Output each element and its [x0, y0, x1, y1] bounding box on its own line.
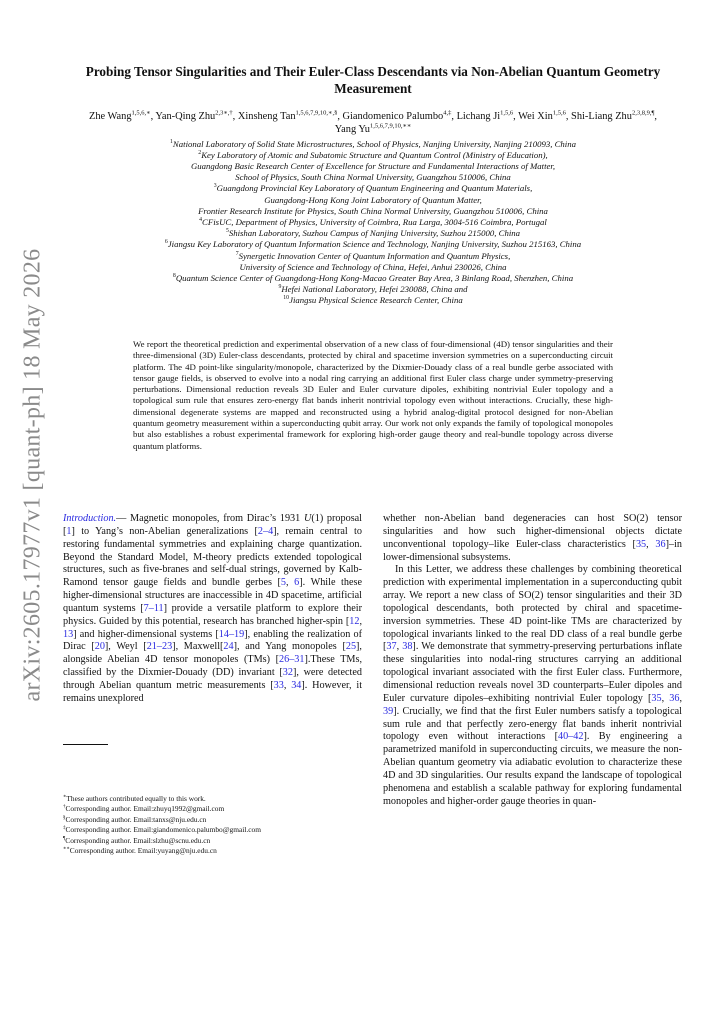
- footnote-rule: [63, 744, 108, 745]
- affiliation-number: 7: [235, 250, 239, 257]
- footnote-marker: ∗: [63, 794, 67, 800]
- body-text: ,: [359, 615, 362, 627]
- body-column-right: [383, 513, 682, 808]
- citation-link[interactable]: 12: [349, 615, 360, 627]
- body-text: (1) proposal [: [63, 513, 363, 537]
- affiliation-number: 2: [198, 149, 202, 156]
- body-text: ], Weyl [: [104, 641, 147, 653]
- footnote-text: Corresponding author. Email:yuyang@nju.edu.cn: [69, 846, 217, 856]
- body-text: ]–in lower-dimensional subsystems.: [383, 538, 683, 563]
- citation-link[interactable]: 14–19: [218, 628, 245, 640]
- math-symbol: U: [303, 513, 312, 524]
- citation-link[interactable]: 1: [66, 525, 72, 537]
- citation-link[interactable]: 2–4: [257, 525, 274, 537]
- body-text: ]. We demonstrate that symmetry-preserving perturbations inflate these singularities into nodal-ring structures carrying an additional topological invariant associated with the first Euler class. Furthermore, dimensional reduction reveals novel 3D counterparts–Euler dipoles and Euler curvature dipoles–exhibiting nontrivial Euler topology [: [383, 641, 682, 704]
- affiliation-text: Key Laboratory of Atomic and Subatomic Structure and Quantum Control (Ministry of Education),: [201, 149, 548, 160]
- affiliation-line: [80, 139, 666, 150]
- footnote-item: [63, 815, 362, 825]
- citation-link[interactable]: 20: [94, 641, 105, 653]
- author-affiliation-marker: 1,5,6,7,9,10,∗∗: [369, 122, 412, 130]
- footnote-text: Corresponding author. Email:zhuyq1992@gmail.com: [65, 804, 225, 814]
- citation-link[interactable]: 33: [273, 679, 284, 691]
- author-name: Shi-Liang Zhu: [571, 111, 632, 122]
- citation-link[interactable]: 26–31: [279, 654, 305, 666]
- affiliation-line: [80, 295, 666, 306]
- citation-link[interactable]: 38: [402, 641, 413, 653]
- affiliation-text: CFisUC, Department of Physics, University of Coimbra, Rua Larga, 3004-516 Coimbra, Portugal: [202, 216, 547, 227]
- footnote-item: [63, 794, 362, 804]
- affiliation-line: [80, 273, 666, 284]
- affiliation-number: 3: [213, 183, 217, 190]
- affiliation-line: [80, 150, 666, 161]
- affiliation-text: Frontier Research Institute for Physics, South China Normal University, Guangzhou 510006, China: [198, 205, 548, 216]
- footnote-text: Corresponding author. Email:giandomenico.palumbo@gmail.com: [65, 825, 261, 835]
- affiliation-number: 5: [225, 228, 229, 235]
- footnote-marker: †: [63, 804, 66, 810]
- affiliation-line: [80, 183, 666, 194]
- footnote-item: [63, 846, 362, 856]
- footnote-text: Corresponding author. Email:tanxs@nju.edu.cn: [65, 814, 207, 824]
- affiliation-line: [80, 172, 666, 183]
- arxiv-id-text: arXiv:2605.17977v1 [quant-ph] 18 May 2026: [19, 248, 46, 702]
- author-affiliation-marker: 2,3∗,†: [215, 109, 233, 117]
- affiliation-line: [80, 228, 666, 239]
- affiliation-text: Jiangsu Physical Science Research Center, China: [289, 295, 463, 306]
- body-text: ], Maxwell[: [172, 641, 224, 653]
- footnote-item: [63, 836, 362, 846]
- affiliation-text: University of Science and Technology of China, Hefei, Anhui 230026, China: [239, 261, 507, 272]
- footnote-marker: §: [63, 815, 66, 821]
- affiliation-number: 6: [164, 239, 168, 246]
- body-text: ,: [679, 692, 682, 704]
- author-affiliation-marker: 2,3,8,9,¶: [631, 109, 655, 117]
- body-text: ,: [286, 577, 295, 589]
- author-name: Zhe Wang: [88, 111, 132, 122]
- body-text: ]. However, it remains unexplored: [63, 679, 363, 704]
- body-text: ]. By engineering a parametrized manifold in superconducting circuits, we measure the non-Abelian quantum geometry via adiabatic evolution to characterize these 4D and 3D singularities. Our results expand the landscape of topological phenomena and establish a scalable pathway for exploring fundamental monopoles and higher-order gauge theories in quan-: [383, 731, 682, 807]
- affiliation-text: Shishan Laboratory, Suzhou Campus of Nanjing University, Suzhou 215000, China: [228, 228, 521, 239]
- citation-link[interactable]: 13: [63, 628, 74, 640]
- footnote-marker: ¶: [63, 836, 66, 842]
- paper-title: Probing Tensor Singularities and Their Euler-Class Descendants via Non-Abelian Quantum Geometry Measurement: [85, 64, 661, 96]
- intro-dash: —: [116, 513, 131, 524]
- footnote-marker: ‡: [63, 825, 66, 831]
- intro-paragraph: [63, 513, 362, 706]
- author-name: Yan-Qing Zhu: [155, 111, 216, 122]
- affiliation-text: Guangdong Basic Research Center of Excellence for Structure and Fundamental Interactions of Matter,: [190, 160, 556, 171]
- citation-link[interactable]: 25: [345, 641, 357, 653]
- body-text: ] and higher-dimensional systems [: [73, 628, 219, 640]
- author-affiliation-marker: 1,5,6,7,9,10,∗,§: [295, 109, 338, 117]
- body-column-left: [63, 513, 362, 706]
- citation-link[interactable]: 40–42: [557, 731, 584, 743]
- affiliation-text: Guangdong Provincial Key Laboratory of Quantum Engineering and Quantum Materials,: [216, 183, 533, 194]
- affiliation-text: Guangdong-Hong Kong Joint Laboratory of Quantum Matter,: [264, 194, 482, 205]
- affiliation-line: [80, 251, 666, 262]
- body-text: ,: [661, 692, 670, 704]
- body-text: ], were detected through Abelian quantum metric measurements [: [63, 667, 362, 691]
- citation-link[interactable]: 24: [223, 641, 234, 653]
- citation-link[interactable]: 35: [651, 692, 662, 704]
- citation-link[interactable]: 39: [383, 705, 394, 717]
- citation-link[interactable]: 34: [291, 679, 302, 691]
- footnote-marker: ∗∗: [63, 846, 70, 852]
- affiliation-number: 4: [199, 217, 203, 224]
- body-paragraph-letter: [383, 564, 682, 808]
- affiliation-list: [80, 139, 666, 307]
- affiliation-line: [80, 217, 666, 228]
- body-text: ,: [283, 679, 292, 691]
- body-text: Magnetic monopoles, from Dirac’s 1931: [130, 513, 304, 524]
- body-text: ], remain central to restoring fundamental symmetries and explaining charge quantization. Beyond the Standard Model, M-theory predicts extended topological structures, such as five-branes and self-dual strings, governed by Kalb-Ramond tensor gauge fields and bundle gerbes [: [63, 525, 362, 589]
- affiliation-line: [80, 284, 666, 295]
- body-text: whether non-Abelian band degeneracies can host SO(2) tensor singularities and how such higher-dimensional objects dictate unconventional topology–like Euler-class characteristics [: [383, 513, 682, 550]
- author-name: Lichang Ji: [456, 111, 501, 122]
- affiliation-number: 8: [172, 273, 176, 280]
- citation-link[interactable]: 7–11: [143, 602, 164, 614]
- citation-link[interactable]: 21–23: [146, 641, 173, 653]
- body-text: ]. While these higher-dimensional structures are inaccessible in 4D spacetime, artificial quantum systems [: [63, 577, 362, 614]
- author-affiliation-marker: 4,‡: [443, 109, 452, 117]
- footnote-item: [63, 804, 362, 814]
- author-affiliation-marker: 1,5,6: [500, 109, 514, 117]
- citation-link[interactable]: 37: [386, 641, 397, 653]
- body-text: In this Letter, we address these challenges by combining theoretical prediction with experimental implementation in a superconducting qubit array. We report a new class of SO(2) tensor singularities and their 3D topological descendants, both protected by chiral and spacetime-inversion symmetries. These 4D point-like TMs are characterized by topological invariants linked to the real DD class of a real bundle gerbe [: [383, 564, 682, 653]
- intro-label: Introduction.: [63, 513, 117, 524]
- affiliation-number: 1: [170, 138, 173, 145]
- body-text: ], and Yang monopoles [: [233, 641, 346, 653]
- author-affiliation-marker: 1,5,6,∗: [131, 109, 151, 117]
- body-text: ,: [396, 641, 403, 653]
- author-name: Wei Xin: [518, 111, 553, 122]
- author-name: Yang Yu: [334, 124, 370, 136]
- body-text: ]. Crucially, we find that the first Euler numbers satisfy a topological sum rule and that perfectly zero-energy flat bands inherit nontrivial topology even without interactions [: [383, 705, 682, 743]
- body-paragraph-continued: [383, 513, 682, 564]
- body-text: ], alongside Abelian 4D tensor monopoles (TMs) [: [63, 641, 362, 666]
- author-name: Xinsheng Tan: [237, 111, 296, 122]
- citation-link[interactable]: 36: [655, 538, 666, 550]
- body-text: ] to Yang’s non-Abelian generalizations [: [71, 525, 258, 537]
- arxiv-identifier-stamp: [14, 225, 52, 725]
- affiliation-text: National Laboratory of Solid State Microstructures, School of Physics, Nanjing University, Nanjing 210093, China: [172, 138, 576, 149]
- citation-link[interactable]: 5: [280, 577, 286, 589]
- citation-link[interactable]: 32: [282, 667, 293, 679]
- body-text: ,: [646, 538, 656, 550]
- affiliation-text: Synergetic Innovation Center of Quantum Information and Quantum Physics,: [238, 250, 511, 261]
- citation-link[interactable]: 6: [294, 577, 300, 589]
- author-list: Zhe Wang$^{1,5,6,∗}$, Yan-Qing Zhu$^{2,3∗,\dagger}$, Xinsheng Tan$^{1,5,6,7,9,10,∗,\S}$, Giandomenico Palumbo$^{4,\ddagger}$, Lichang Ji$^{1,5,6}$, Wei Xin$^{1,5,6}$, Shi-Liang Zhu$^{2,3,8,9,\P}$, Yang $Yu^{1,5,6,7,9,10,∗∗}$: [88, 109, 658, 136]
- body-text: ] provide a versatile platform to explore their physics. Guided by this potential, research has branched higher-spin [: [63, 602, 362, 627]
- affiliation-text: Hefei National Laboratory, Hefei 230088, China and: [281, 284, 468, 295]
- abstract: We report the theoretical prediction and experimental observation of a new class of four-dimensional (4D) tensor singularities and their three-dimensional (3D) Euler-class descendants, protected by chiral and spacetime inversion symmetries on a superconducting circuit platform. The 4D point-like singularity/monopole, characterized by the Dixmier-Douady class of a real bundle gerbe associated with tensor gauge fields, is observed to evolve into a nodal ring carrying an additional first Euler class charge under symmetry-preserving perturbations. Dimensional reduction reveals 3D Euler and Euler curvature dipoles, exhibiting nontrivial Euler topology and a topological sum rule that ensures zero-energy flat bands inherit nontrivial topology even without interactions. Crucially, these high-dimensional degenerate systems are mapped and reconstructed using a hybrid analog-digital protocol designed for non-Abelian quantum geometry measurement within a superconducting qubit array. Our work not only expands the family of topological monopoles but also establishes a robust experimental framework for exploring high-order gauge theory and real-bundle topology across diverse quantum platforms.: [133, 339, 613, 451]
- affiliation-number: 9: [278, 284, 282, 291]
- citation-link[interactable]: 36: [669, 692, 680, 704]
- affiliation-text: Quantum Science Center of Guangdong-Hong Kong-Macao Greater Bay Area, 3 Binlang Road, Shenzhen, China: [175, 272, 574, 283]
- affiliation-line: [80, 262, 666, 273]
- footnote-item: [63, 825, 362, 835]
- footnotes: [63, 794, 362, 856]
- affiliation-line: [80, 161, 666, 172]
- author-affiliation-marker: 1,5,6: [552, 109, 566, 117]
- affiliation-number: 10: [283, 295, 290, 302]
- affiliation-text: Jiangsu Key Laboratory of Quantum Information Science and Technology, Nanjing University, Suzhou 215163, China: [167, 239, 582, 250]
- affiliation-line: [80, 239, 666, 250]
- footnote-text: Corresponding author. Email:slzhu@scnu.edu.cn: [65, 835, 211, 845]
- affiliation-line: [80, 206, 666, 217]
- affiliation-line: [80, 195, 666, 206]
- body-text: ], enabling the realization of Dirac [: [63, 628, 362, 653]
- affiliation-text: School of Physics, South China Normal University, Guangzhou 510006, China: [235, 172, 511, 183]
- citation-link[interactable]: 35: [635, 538, 647, 550]
- author-name: Giandomenico Palumbo: [342, 111, 444, 122]
- body-text: ].These TMs, classified by the Dixmier-Douady (DD) invariant [: [63, 654, 362, 679]
- footnote-text: These authors contributed equally to this work.: [66, 794, 206, 803]
